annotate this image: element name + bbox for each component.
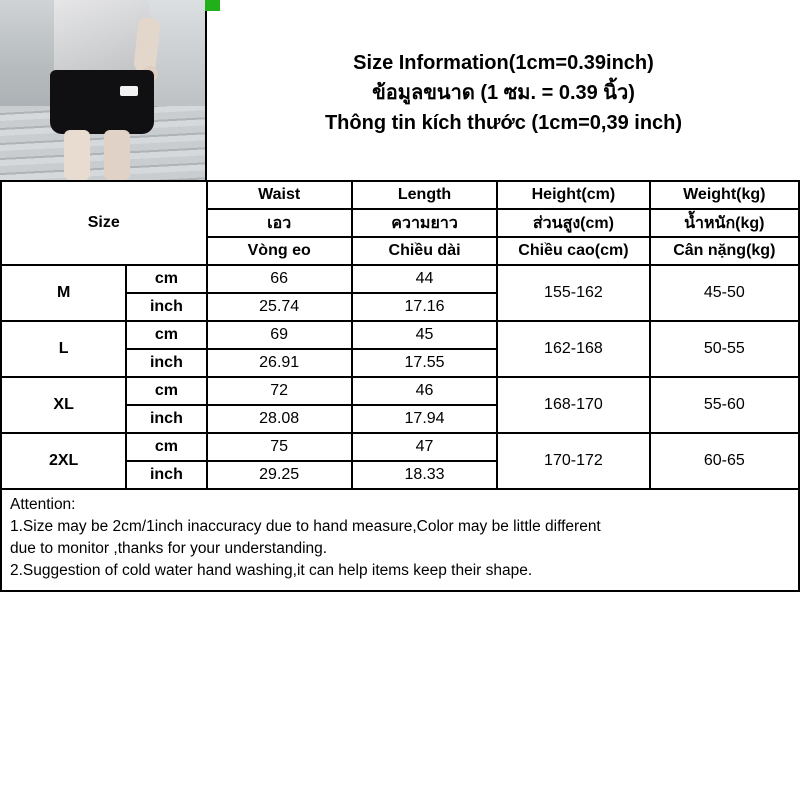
- header-weight-vi: Cân nặng(kg): [650, 237, 799, 265]
- length-inch-2xl: 18.33: [352, 461, 497, 489]
- unit-cm-2xl: cm: [126, 433, 206, 461]
- waist-cm-m: 66: [207, 265, 352, 293]
- header-length-en: Length: [352, 181, 497, 209]
- unit-cm-m: cm: [126, 265, 206, 293]
- weight-m: 45-50: [650, 265, 799, 321]
- header-weight-en: Weight(kg): [650, 181, 799, 209]
- weight-l: 50-55: [650, 321, 799, 377]
- title-block: [205, 0, 800, 180]
- weight-xl: 55-60: [650, 377, 799, 433]
- header-waist-th: เอว: [207, 209, 352, 237]
- shorts-brand-tag: [120, 86, 138, 96]
- header-length-th: ความยาว: [352, 209, 497, 237]
- header-length-vi: Chiều dài: [352, 237, 497, 265]
- table-header-row-en: [1, 181, 799, 209]
- table-row: [1, 433, 799, 461]
- unit-inch-m: inch: [126, 293, 206, 321]
- waist-inch-l: 26.91: [207, 349, 352, 377]
- header-height-vi: Chiều cao(cm): [497, 237, 649, 265]
- size-label-l: L: [1, 321, 126, 377]
- table-row: [1, 321, 799, 349]
- length-inch-l: 17.55: [352, 349, 497, 377]
- weight-2xl: 60-65: [650, 433, 799, 489]
- table-row: [1, 265, 799, 293]
- attention-line-2: due to monitor ,thanks for your understanding.: [10, 540, 328, 557]
- length-inch-m: 17.16: [352, 293, 497, 321]
- attention-section: [0, 490, 800, 592]
- size-label-xl: XL: [1, 377, 126, 433]
- height-2xl: 170-172: [497, 433, 649, 489]
- attention-line-1: 1.Size may be 2cm/1inch inaccuracy due to hand measure,Color may be little different: [10, 518, 601, 535]
- table-row: [1, 377, 799, 405]
- unit-cm-l: cm: [126, 321, 206, 349]
- length-cm-2xl: 47: [352, 433, 497, 461]
- title-line-vi: Thông tin kích thước (1cm=0,39 inch): [324, 112, 683, 134]
- waist-inch-xl: 28.08: [207, 405, 352, 433]
- unit-cm-xl: cm: [126, 377, 206, 405]
- header-height-en: Height(cm): [497, 181, 649, 209]
- length-cm-l: 45: [352, 321, 497, 349]
- size-label-m: M: [1, 265, 126, 321]
- attention-line-3: 2.Suggestion of cold water hand washing,it can help items keep their shape.: [10, 562, 533, 579]
- bottom-whitespace: [0, 592, 800, 654]
- height-l: 162-168: [497, 321, 649, 377]
- size-table: [0, 180, 800, 490]
- product-photo: [0, 0, 205, 180]
- length-cm-m: 44: [352, 265, 497, 293]
- model-shorts: [50, 70, 154, 134]
- attention-heading: Attention:: [10, 496, 76, 513]
- header-waist-en: Waist: [207, 181, 352, 209]
- header-row: [0, 0, 800, 180]
- unit-inch-l: inch: [126, 349, 206, 377]
- length-inch-xl: 17.94: [352, 405, 497, 433]
- waist-inch-2xl: 29.25: [207, 461, 352, 489]
- model-leg-right: [104, 130, 130, 180]
- unit-inch-xl: inch: [126, 405, 206, 433]
- header-waist-vi: Vòng eo: [207, 237, 352, 265]
- height-xl: 168-170: [497, 377, 649, 433]
- unit-inch-2xl: inch: [126, 461, 206, 489]
- model-leg-left: [64, 130, 90, 180]
- waist-cm-xl: 72: [207, 377, 352, 405]
- header-weight-th: น้ำหนัก(kg): [650, 209, 799, 237]
- header-size-label: Size: [1, 181, 207, 265]
- green-marker-icon: [205, 0, 220, 11]
- title-line-en: Size Information(1cm=0.39inch): [353, 52, 654, 74]
- size-label-2xl: 2XL: [1, 433, 126, 489]
- waist-cm-2xl: 75: [207, 433, 352, 461]
- waist-inch-m: 25.74: [207, 293, 352, 321]
- waist-cm-l: 69: [207, 321, 352, 349]
- header-height-th: ส่วนสูง(cm): [497, 209, 649, 237]
- height-m: 155-162: [497, 265, 649, 321]
- title-line-th: ข้อมูลขนาด (1 ซม. = 0.39 นิ้ว): [372, 82, 635, 104]
- length-cm-xl: 46: [352, 377, 497, 405]
